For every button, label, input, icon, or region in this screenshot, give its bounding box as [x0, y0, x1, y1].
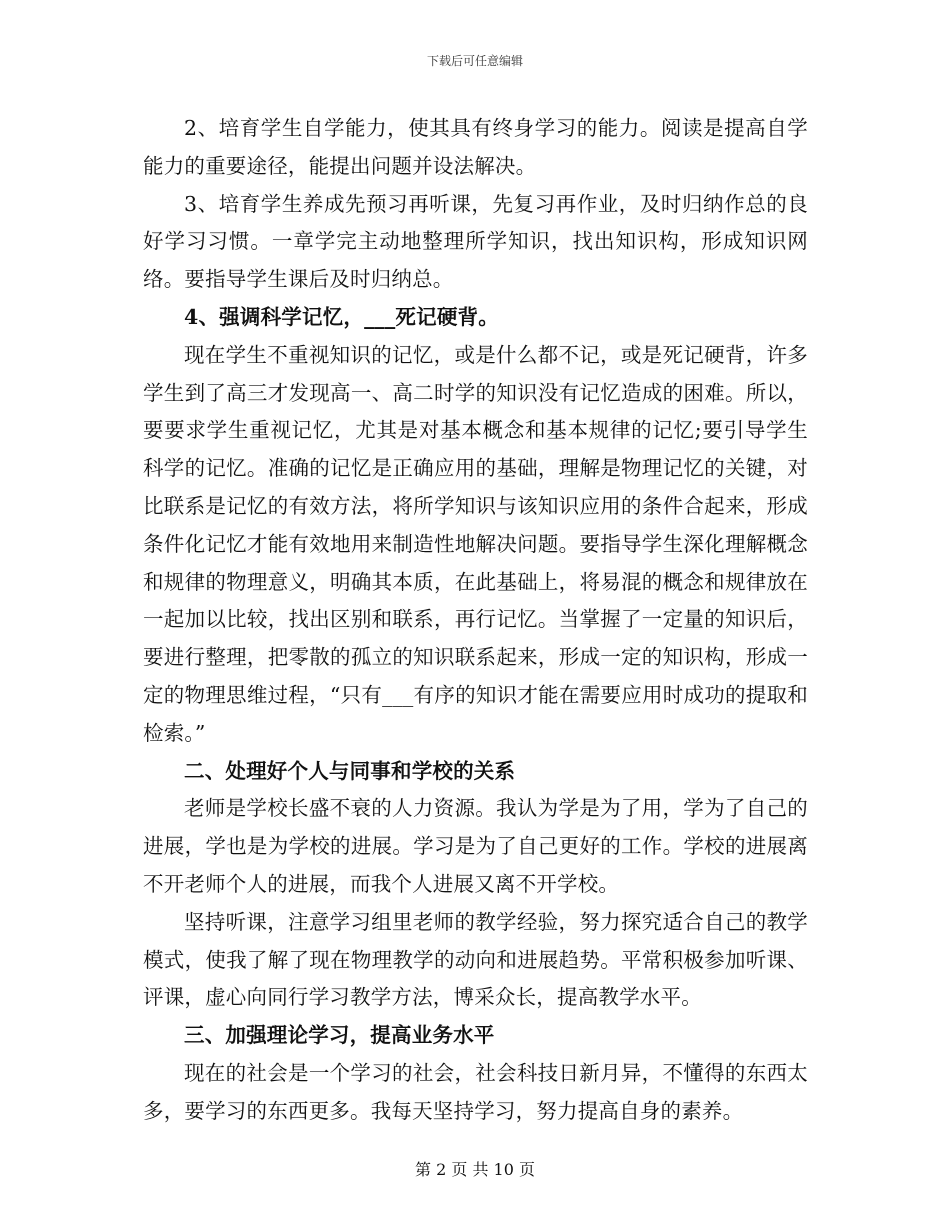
section-heading: 三、加强理论学习，提高业务水平	[184, 1023, 495, 1048]
section-heading: 4、强调科学记忆，___死记硬背。	[184, 304, 499, 329]
document-body	[143, 110, 808, 1131]
paragraph: 老师是学校长盛不衰的人力资源。我认为学是为了用，学为了自己的进展，学也是为学校的进展。学习是为了自己更好的工作。学校的进展离不开老师个人的进展，而我个人进展又离不开学校。	[143, 796, 808, 896]
paragraph: 现在学生不重视知识的记忆，或是什么都不记，或是死记硬背，许多学生到了高三才发现高一、高二时学的知识没有记忆造成的困难。所以，要要求学生重视记忆，尤其是对基本概念和基本规律的记忆;要引导学生科学的记忆。准确的记忆是正确应用的基础，理解是物理记忆的关键，对比联系是记忆的有效方法，将所学知识与该知识应用的条件合起来，形成条件化记忆才能有效地用来制造性地解决问题。要指导学生深化理解概念和规律的物理意义，明确其本质，在此基础上，将易混的概念和规律放在一起加以比较，找出区别和联系，再行记忆。当掌握了一定量的知识后，要进行整理，把零散的孤立的知识联系起来，形成一定的知识构，形成一定的物理思维过程，“只有___有序的知识才能在需要应用时成功的提取和检索。”	[143, 342, 808, 745]
paragraph: 坚持听课，注意学习组里老师的教学经验，努力探究适合自己的教学模式，使我了解了现在物理教学的动向和进展趋势。平常积极参加听课、评课，虚心向同行学习教学方法，博采众长，提高教学水平。	[143, 909, 808, 1010]
section-heading: 二、处理好个人与同事和学校的关系	[184, 758, 516, 783]
paragraph: 现在的社会是一个学习的社会，社会科技日新月异，不懂得的东西太多，要学习的东西更多。我每天坚持学习，努力提高自身的素养。	[143, 1060, 808, 1123]
paragraph: 2、培育学生自学能力，使其具有终身学习的能力。阅读是提高自学能力的重要途径，能提出问题并设法解决。	[143, 116, 808, 178]
page-header: 下载后可任意编辑	[426, 54, 523, 68]
paragraph: 3、培育学生养成先预习再听课，先复习再作业，及时归纳作总的良好学习习惯。一章学完主动地整理所学知识，找出知识构，形成知识网络。要指导学生课后及时归纳总。	[143, 191, 808, 292]
page-footer: 第 2 页 共 10 页	[415, 1160, 535, 1179]
